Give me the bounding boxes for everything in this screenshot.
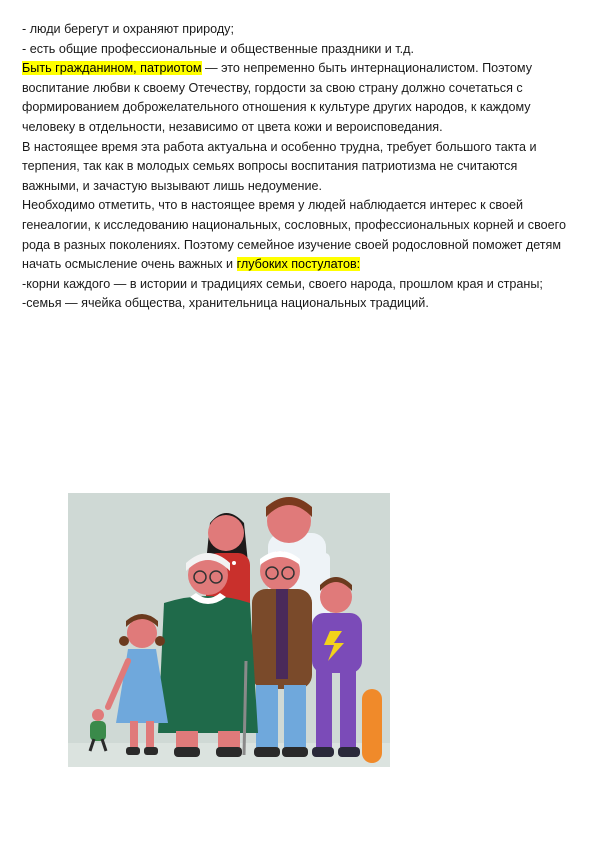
text-line-nature: - люди берегут и охраняют природу; — [22, 22, 234, 36]
paragraph-citizen — [22, 59, 574, 137]
paragraph-current-time: В настоящее время эта работа актуальна и особенно трудна, требует большого такта и терпения, так как в молодых семьях вопросы воспитания патриотизма не считаются важными, и зачастую вызывают лишь недоумение. — [22, 139, 537, 193]
family-illustration — [68, 493, 390, 767]
paragraph-genealogy-text: Необходимо отметить, что в настоящее время у людей наблюдается интерес к своей генеалогии, к исследованию национальных, сословных, профессиональных корней и своего рода в разных поколениях. Поэтому семейное изучение своей родословной поможет детям начать осмысление очень важных и — [22, 198, 566, 272]
paragraph-citizen-text: — это непременно быть интернационалистом. Поэтому воспитание любви к своему Отечеству, гордости за свою страну должно сочетаться с формированием доброжелательного отношения к культуре других народов, к каждому человеку в отдельности, независимо от цвета кожи и вероисповедания. — [22, 61, 533, 134]
highlight-citizen: Быть гражданином, патриотом — [22, 61, 202, 76]
document-text — [22, 20, 574, 314]
text-line-holidays: - есть общие профессиональные и общественные праздники и т.д. — [22, 41, 415, 56]
text-line-family: -семья — ячейка общества, хранительница национальных традиций. — [22, 296, 429, 311]
text-line-roots: -корни каждого — в истории и традициях семьи, своего народа, прошлом края и страны; — [22, 276, 543, 291]
paragraph-genealogy — [22, 196, 574, 274]
highlight-postulates: глубоких постулатов: — [236, 257, 361, 272]
